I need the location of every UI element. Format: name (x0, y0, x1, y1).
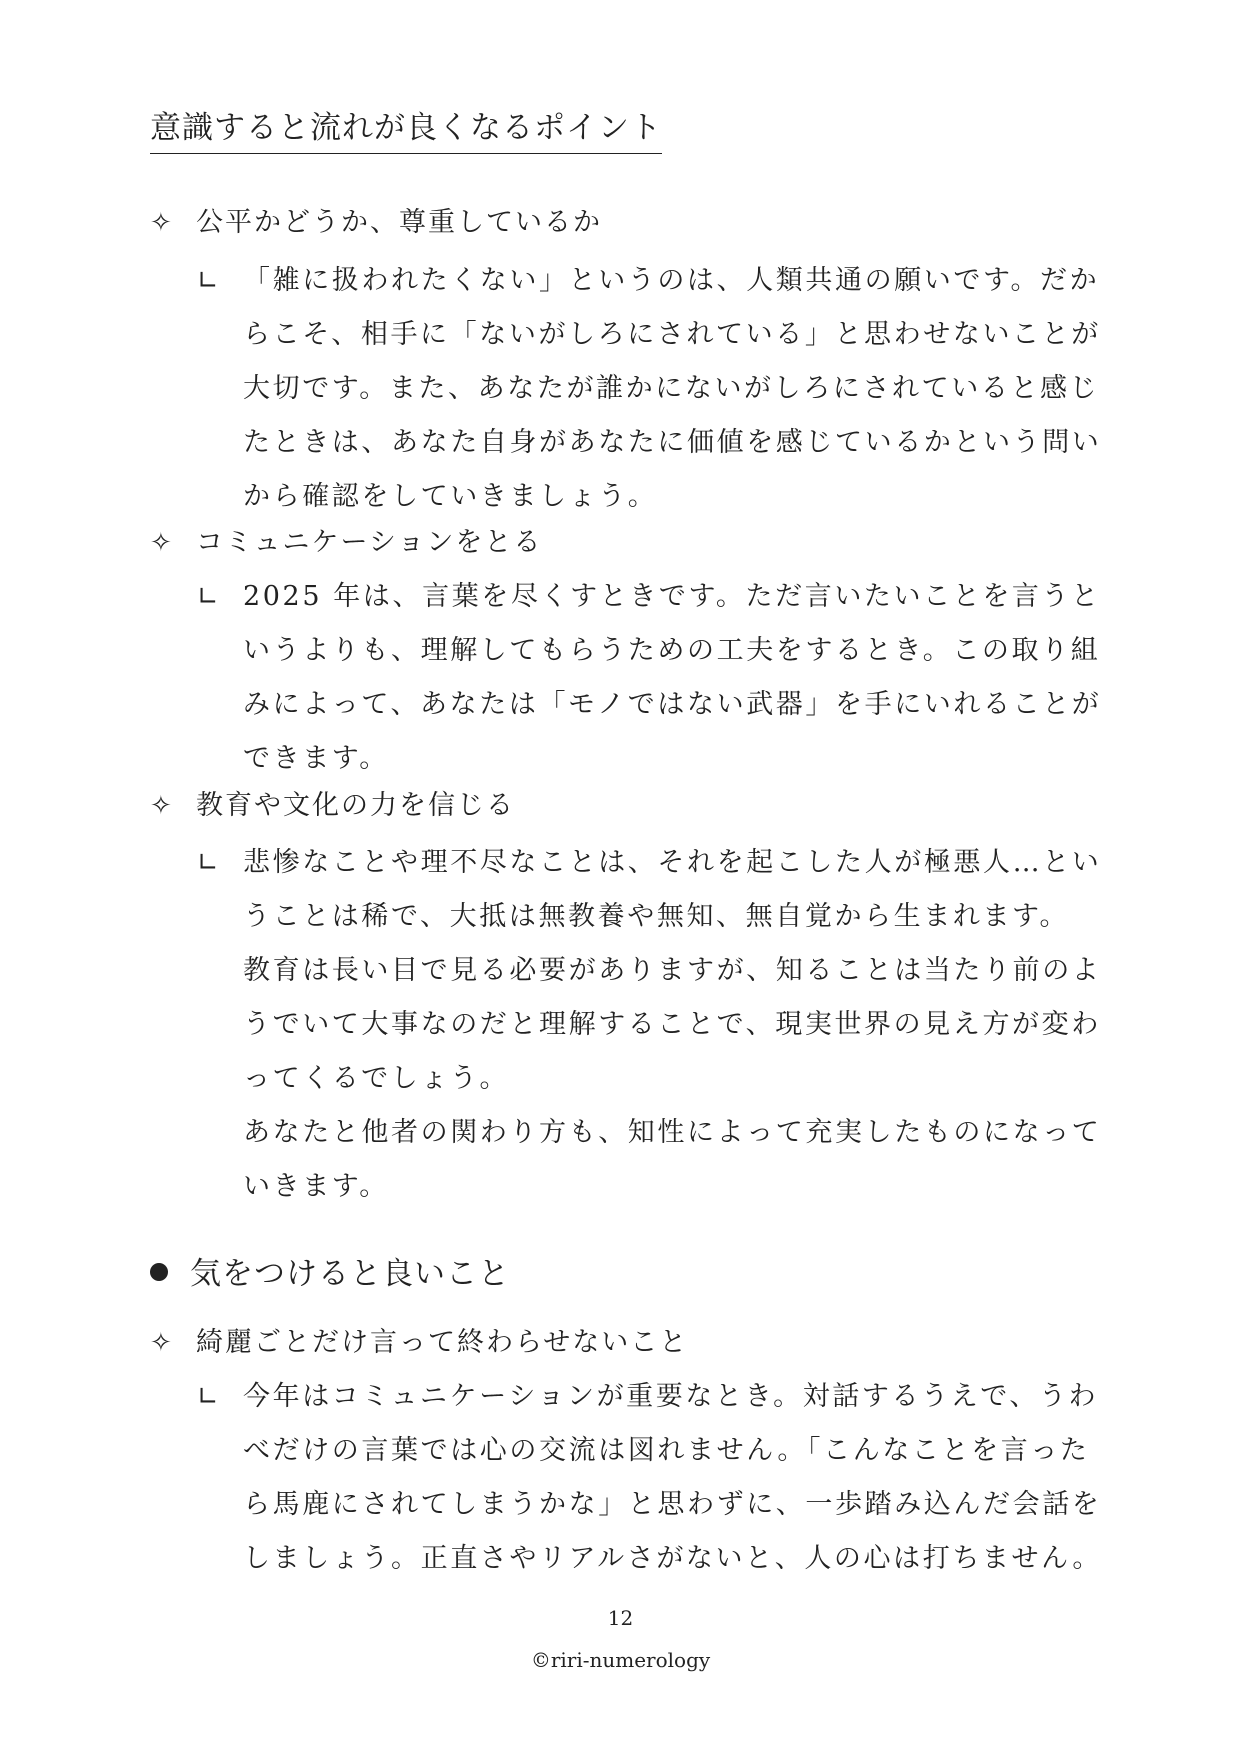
item-heading-text: コミュニケーションをとる (196, 527, 543, 558)
paragraph-line: しましょう。正直さやリアルさがないと、人の心は打ちません。 (243, 1543, 1102, 1574)
item-heading-fairness (150, 203, 602, 243)
item-heading-communication (150, 523, 542, 563)
sparkle-icon: ✧ (150, 528, 174, 558)
paragraph-line: 教育は長い目で見る必要がありますが、知ることは当たり前のよ (243, 955, 1102, 986)
corner-branch-icon: ∟ (197, 266, 219, 296)
paragraph-line: たときは、あなた自身があなたに価値を感じているかという問い (243, 427, 1102, 458)
section-title-points: 意識すると流れが良くなるポイント (150, 102, 662, 154)
paragraph-line: うでいて大事なのだと理解することで、現実世界の見え方が変わ (243, 1009, 1101, 1040)
paragraph-line: 悲惨なことや理不尽なことは、それを起こした人が極悪人…とい (243, 847, 1102, 878)
item-heading-honesty (150, 1323, 688, 1363)
paragraph-line: 今年はコミュニケーションが重要なとき。対話するうえで、うわ (243, 1381, 1099, 1412)
corner-branch-icon: ∟ (197, 1382, 219, 1412)
corner-branch-icon: ∟ (197, 848, 219, 878)
bullet-dot-icon (150, 1263, 168, 1281)
copyright-notice: ©riri-numerology (530, 1648, 711, 1672)
corner-branch-icon: ∟ (197, 582, 219, 612)
paragraph-line: ら馬鹿にされてしまうかな」と思わずに、一歩踏み込んだ会話を (243, 1489, 1102, 1520)
item-heading-text: 綺麗ごとだけ言って終わらせないこと (196, 1327, 689, 1358)
sparkle-icon: ✧ (150, 791, 174, 821)
paragraph-line: ってくるでしょう。 (243, 1063, 510, 1094)
sparkle-icon: ✧ (150, 1328, 174, 1358)
paragraph-line: できます。 (243, 743, 389, 774)
item-heading-education (150, 786, 515, 826)
section-title-text: 気をつけると良いこと (190, 1256, 510, 1292)
paragraph-line: 2025 年は、言葉を尽くすときです。ただ言いたいことを言うと (243, 581, 1101, 612)
section-title-cautions (150, 1252, 510, 1296)
paragraph-line: いうよりも、理解してもらうための工夫をするとき。この取り組 (243, 635, 1101, 666)
paragraph-line: みによって、あなたは「モノではない武器」を手にいれることが (243, 689, 1102, 720)
paragraph-line: いきます。 (243, 1171, 389, 1202)
page-number: 12 (607, 1606, 634, 1630)
paragraph-line: あなたと他者の関わり方も、知性によって充実したものになって (243, 1117, 1102, 1148)
paragraph-line: らこそ、相手に「ないがしろにされている」と思わせないことが (243, 319, 1101, 350)
item-heading-text: 公平かどうか、尊重しているか (196, 207, 602, 238)
paragraph-line: べだけの言葉では心の交流は図れません。「こんなことを言った (243, 1435, 1090, 1466)
sparkle-icon: ✧ (150, 208, 174, 238)
paragraph-line: 大切です。また、あなたが誰かにないがしろにされていると感じ (243, 373, 1100, 404)
paragraph-line: から確認をしていきましょう。 (243, 481, 658, 512)
item-heading-text: 教育や文化の力を信じる (196, 790, 515, 821)
paragraph-line: うことは稀で、大抵は無教養や無知、無自覚から生まれます。 (243, 901, 1070, 932)
paragraph-line: 「雑に扱われたくない」というのは、人類共通の願いです。だか (243, 265, 1100, 296)
